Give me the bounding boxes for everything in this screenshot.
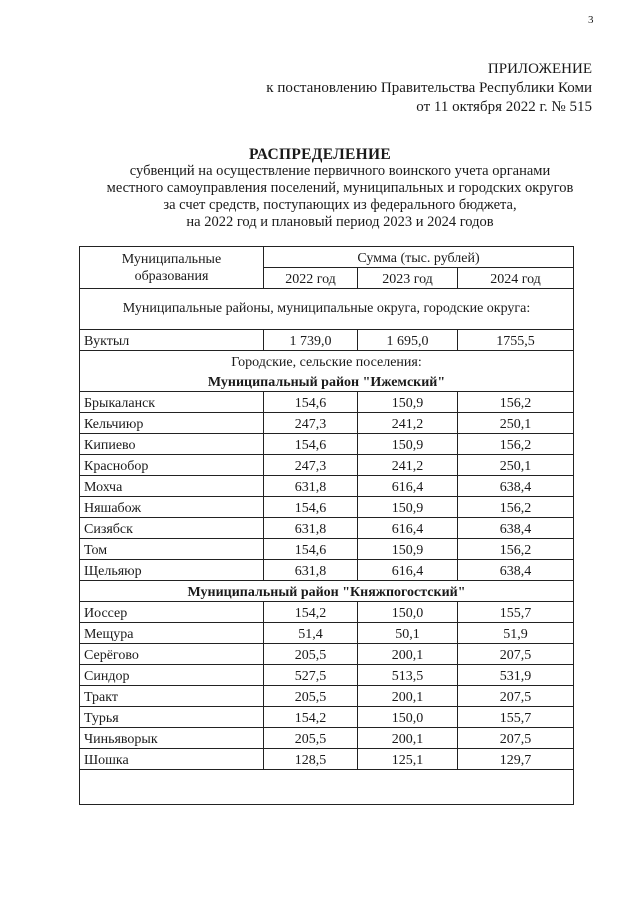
row-2024: 207,5 bbox=[458, 644, 574, 665]
row-2022: 205,5 bbox=[264, 728, 358, 749]
row-2023: 1 695,0 bbox=[358, 330, 458, 351]
row-2022: 527,5 bbox=[264, 665, 358, 686]
table-row bbox=[80, 665, 574, 686]
row-2024: 207,5 bbox=[458, 686, 574, 707]
table-row bbox=[80, 413, 574, 434]
row-2024: 250,1 bbox=[458, 413, 574, 434]
row-2023: 150,0 bbox=[358, 707, 458, 728]
header-municipality-line1: Муниципальные bbox=[121, 251, 222, 267]
row-name: Сизябск bbox=[80, 518, 264, 539]
row-2022: 631,8 bbox=[264, 560, 358, 581]
row-name: Иоссер bbox=[80, 602, 264, 623]
row-2023: 616,4 bbox=[358, 518, 458, 539]
row-2022: 1 739,0 bbox=[264, 330, 358, 351]
appendix-block bbox=[266, 60, 592, 117]
row-2023: 50,1 bbox=[358, 623, 458, 644]
row-2022: 205,5 bbox=[264, 686, 358, 707]
section-settlements: Городские, сельские поселения: bbox=[80, 351, 574, 372]
table-row bbox=[80, 330, 574, 351]
row-2024: 1755,5 bbox=[458, 330, 574, 351]
table-row bbox=[80, 539, 574, 560]
header-year-2022: 2022 год bbox=[264, 268, 358, 289]
row-2022: 154,6 bbox=[264, 392, 358, 413]
row-2022: 247,3 bbox=[264, 413, 358, 434]
row-name: Чиньяворык bbox=[80, 728, 264, 749]
subtitle-line: на 2022 год и плановый период 2023 и 2024 годов bbox=[186, 214, 494, 230]
header-year-2023: 2023 год bbox=[358, 268, 458, 289]
subtitle-line: местного самоуправления поселений, муниципальных и городских округов bbox=[106, 180, 574, 196]
table-row bbox=[80, 602, 574, 623]
row-2022: 631,8 bbox=[264, 518, 358, 539]
row-2022: 631,8 bbox=[264, 476, 358, 497]
row-2023: 150,0 bbox=[358, 602, 458, 623]
table-row bbox=[80, 560, 574, 581]
section-settlements-row bbox=[80, 351, 574, 372]
row-name: Том bbox=[80, 539, 264, 560]
table-row bbox=[80, 497, 574, 518]
row-2024: 638,4 bbox=[458, 560, 574, 581]
district-title-row bbox=[80, 581, 574, 602]
table-header-row bbox=[80, 247, 574, 268]
blank-cell bbox=[80, 770, 574, 805]
header-municipality bbox=[80, 247, 264, 289]
row-2024: 638,4 bbox=[458, 476, 574, 497]
table-row bbox=[80, 749, 574, 770]
row-2022: 154,2 bbox=[264, 602, 358, 623]
table-row bbox=[80, 728, 574, 749]
row-2022: 154,2 bbox=[264, 707, 358, 728]
row-2022: 247,3 bbox=[264, 455, 358, 476]
row-2024: 51,9 bbox=[458, 623, 574, 644]
district-izhemsky-title: Муниципальный район "Ижемский" bbox=[80, 371, 574, 392]
row-2023: 150,9 bbox=[358, 392, 458, 413]
row-2024: 207,5 bbox=[458, 728, 574, 749]
row-name: Вуктыл bbox=[80, 330, 264, 351]
row-name: Кипиево bbox=[80, 434, 264, 455]
row-2023: 241,2 bbox=[358, 455, 458, 476]
header-sum: Сумма (тыс. рублей) bbox=[264, 247, 574, 268]
row-name: Брыкаланск bbox=[80, 392, 264, 413]
appendix-resolution: к постановлению Правительства Республики Коми bbox=[266, 80, 592, 96]
row-2022: 51,4 bbox=[264, 623, 358, 644]
row-name: Краснобор bbox=[80, 455, 264, 476]
row-name: Серёгово bbox=[80, 644, 264, 665]
row-2022: 154,6 bbox=[264, 434, 358, 455]
row-2022: 154,6 bbox=[264, 539, 358, 560]
table-row bbox=[80, 644, 574, 665]
row-2024: 250,1 bbox=[458, 455, 574, 476]
row-2023: 616,4 bbox=[358, 560, 458, 581]
row-2023: 200,1 bbox=[358, 686, 458, 707]
row-2024: 156,2 bbox=[458, 539, 574, 560]
table-row bbox=[80, 392, 574, 413]
district-title-row bbox=[80, 371, 574, 392]
row-name: Синдор bbox=[80, 665, 264, 686]
appendix-date: от 11 октября 2022 г. № 515 bbox=[416, 99, 592, 115]
row-2022: 154,6 bbox=[264, 497, 358, 518]
row-name: Няшабож bbox=[80, 497, 264, 518]
page-number: 3 bbox=[588, 14, 594, 26]
subvention-table bbox=[79, 246, 574, 805]
row-2022: 128,5 bbox=[264, 749, 358, 770]
row-name: Щельяюр bbox=[80, 560, 264, 581]
row-2024: 156,2 bbox=[458, 392, 574, 413]
row-2023: 150,9 bbox=[358, 539, 458, 560]
row-2024: 531,9 bbox=[458, 665, 574, 686]
table-row bbox=[80, 686, 574, 707]
district-knyazhpogostsky-title: Муниципальный район "Княжпогостский" bbox=[80, 581, 574, 602]
row-name: Шошка bbox=[80, 749, 264, 770]
table-row bbox=[80, 518, 574, 539]
subtitle-line: субвенций на осуществление первичного воинского учета органами bbox=[129, 163, 551, 179]
section-districts-row bbox=[80, 289, 574, 330]
row-2023: 241,2 bbox=[358, 413, 458, 434]
document-title: РАСПРЕДЕЛЕНИЕ bbox=[249, 146, 391, 163]
row-2023: 150,9 bbox=[358, 497, 458, 518]
row-name: Кельчиюр bbox=[80, 413, 264, 434]
row-2023: 125,1 bbox=[358, 749, 458, 770]
table-row bbox=[80, 707, 574, 728]
row-2024: 155,7 bbox=[458, 707, 574, 728]
row-2022: 205,5 bbox=[264, 644, 358, 665]
header-year-2024: 2024 год bbox=[458, 268, 574, 289]
row-2024: 156,2 bbox=[458, 434, 574, 455]
table-row bbox=[80, 623, 574, 644]
row-name: Турья bbox=[80, 707, 264, 728]
header-municipality-line2: образования bbox=[134, 268, 209, 284]
row-2023: 150,9 bbox=[358, 434, 458, 455]
row-2024: 155,7 bbox=[458, 602, 574, 623]
row-2024: 156,2 bbox=[458, 497, 574, 518]
row-2023: 513,5 bbox=[358, 665, 458, 686]
row-name: Мохча bbox=[80, 476, 264, 497]
row-2023: 616,4 bbox=[358, 476, 458, 497]
section-districts: Муниципальные районы, муниципальные округа, городские округа: bbox=[80, 289, 574, 330]
row-2023: 200,1 bbox=[358, 728, 458, 749]
row-2023: 200,1 bbox=[358, 644, 458, 665]
subtitle-line: за счет средств, поступающих из федерального бюджета, bbox=[163, 197, 517, 213]
document-subtitle bbox=[0, 163, 640, 231]
table-row bbox=[80, 434, 574, 455]
row-2024: 638,4 bbox=[458, 518, 574, 539]
table-row bbox=[80, 476, 574, 497]
row-2024: 129,7 bbox=[458, 749, 574, 770]
blank-row bbox=[80, 770, 574, 805]
appendix-title: ПРИЛОЖЕНИЕ bbox=[487, 61, 592, 77]
row-name: Тракт bbox=[80, 686, 264, 707]
row-name: Мещура bbox=[80, 623, 264, 644]
table-row bbox=[80, 455, 574, 476]
